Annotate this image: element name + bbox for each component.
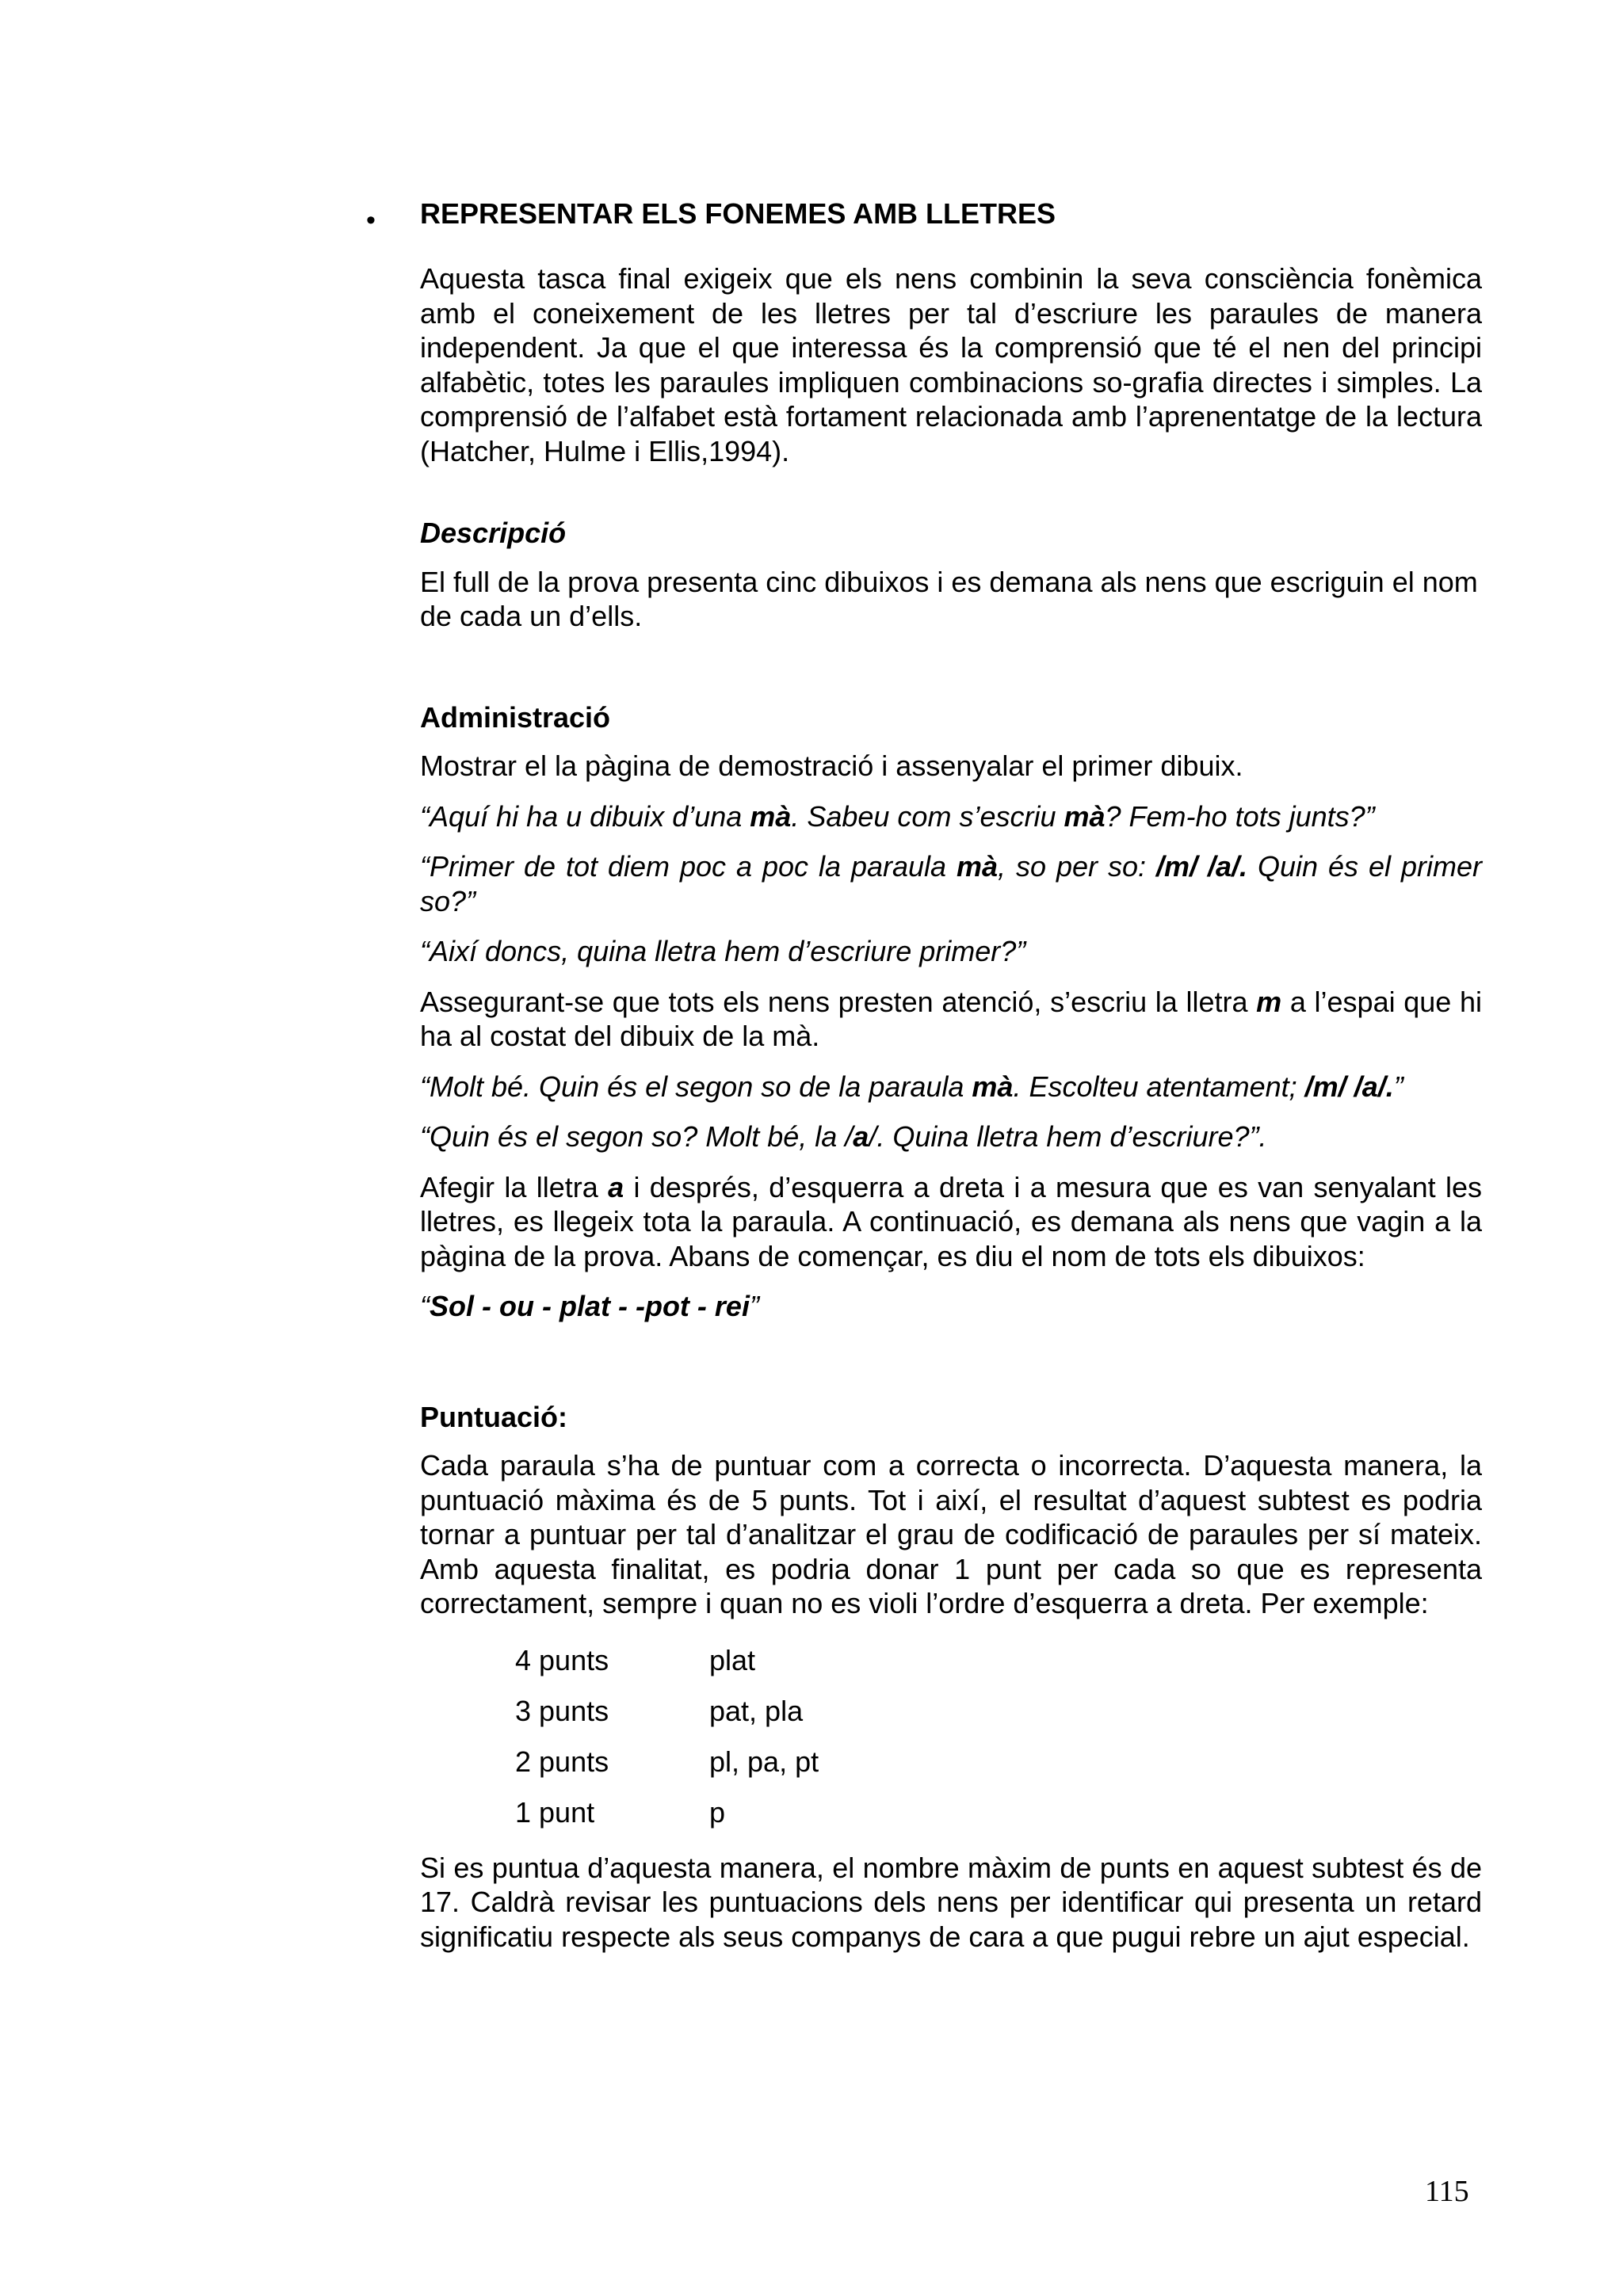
puntuacio-paragraph-2: Si es puntua d’aquesta manera, el nombre màxim de punts en aquest subtest és de 17. Caldrà revisar les puntuacions dels nens per identificar qui presenta un retard significatiu respecte als seus companys de cara a que pugui rebre un ajut especial.: [420, 1851, 1482, 1953]
administracio-quote-3: “Així doncs, quina lletra hem d’escriure primer?”: [420, 935, 1026, 967]
score-row: [515, 1787, 1482, 1838]
score-example: pl, pa, pt: [709, 1745, 819, 1778]
administracio-quote-5: “Quin és el segon so? Molt bé, la /a/. Quina lletra hem d’escriure?”.: [420, 1120, 1267, 1153]
administracio-heading: Administració: [420, 700, 611, 734]
administracio-quote-1: “Aquí hi ha u dibuix d’una mà. Sabeu com s’escriu mà? Fem-ho tots junts?”: [420, 799, 1375, 833]
score-row: [515, 1686, 1482, 1737]
descripcio-text: El full de la prova presenta cinc dibuixos i es demana als nens que escriguin el nom de cada un d’ells.: [420, 565, 1478, 632]
descripcio-heading: Descripció: [420, 517, 567, 549]
administracio-paragraph-1: Mostrar el la pàgina de demostració i assenyalar el primer dibuix.: [420, 749, 1243, 782]
section-title: REPRESENTAR ELS FONEMES AMB LLETRES: [420, 197, 1056, 230]
score-points: 2 punts: [515, 1745, 609, 1778]
puntuacio-heading: Puntuació:: [420, 1400, 567, 1433]
score-row: [515, 1737, 1482, 1787]
main-content: [420, 261, 1482, 1954]
score-points: 1 punt: [515, 1795, 595, 1829]
score-points: 4 punts: [515, 1643, 609, 1676]
administracio-quote-2: “Primer de tot diem poc a poc la paraula mà, so per so: /m/ /a/. Quin és el primer so?”: [420, 850, 1482, 917]
administracio-paragraph-2: Assegurant-se que tots els nens presten atenció, s’escriu la lletra m a l’espai que hi ha al costat del dibuix de la mà.: [420, 985, 1483, 1052]
score-points: 3 punts: [515, 1694, 609, 1727]
puntuacio-paragraph-1: Cada paraula s’ha de puntuar com a correcta o incorrecta. D’aquesta manera, la puntuació màxima és de 5 punts. Tot i així, el resultat d’aquest subtest es podria tornar a puntuar per tal d’analitzar el grau de codificació de paraules per sí mateix. Amb aquesta finalitat, es podria donar 1 punt per cada so que es representa correctament, sempre i quan no es violi l’ordre d’esquerra a dreta. Per exemple:: [420, 1449, 1482, 1619]
score-example: p: [709, 1795, 726, 1829]
score-example: plat: [709, 1643, 756, 1676]
administracio-quote-4: “Molt bé. Quin és el segon so de la paraula mà. Escolteu atentament; /m/ /a/.”: [420, 1070, 1403, 1103]
test-words: “Sol - ou - plat - -pot - rei”: [420, 1290, 759, 1322]
score-example: pat, pla: [709, 1694, 804, 1727]
intro-paragraph: Aquesta tasca final exigeix que els nens combinin la seva consciència fonèmica amb el coneixement de les lletres per tal d’escriure les paraules de manera independent. Ja que el que interessa és la comprensió que té el nen del principi alfabètic, totes les paraules impliquen combinacions so-grafia directes i simples. La comprensió de l’alfabet està fortament relacionada amb l’aprenentatge de la lectura (Hatcher, Hulme i Ellis,1994).: [420, 262, 1482, 467]
page-number: 115: [1425, 2175, 1469, 2208]
administracio-paragraph-3: Afegir la lletra a i després, d’esquerra a dreta i a mesura que es van senyalant les lletres, es llegeix tota la paraula. A continuació, es demana als nens que vagin a la pàgina de la prova. Abans de començar, es diu el nom de tots els dibuixos:: [420, 1170, 1482, 1272]
score-row: [515, 1635, 1482, 1686]
bullet-point: •: [366, 205, 376, 235]
score-examples-table: [515, 1635, 1482, 1838]
